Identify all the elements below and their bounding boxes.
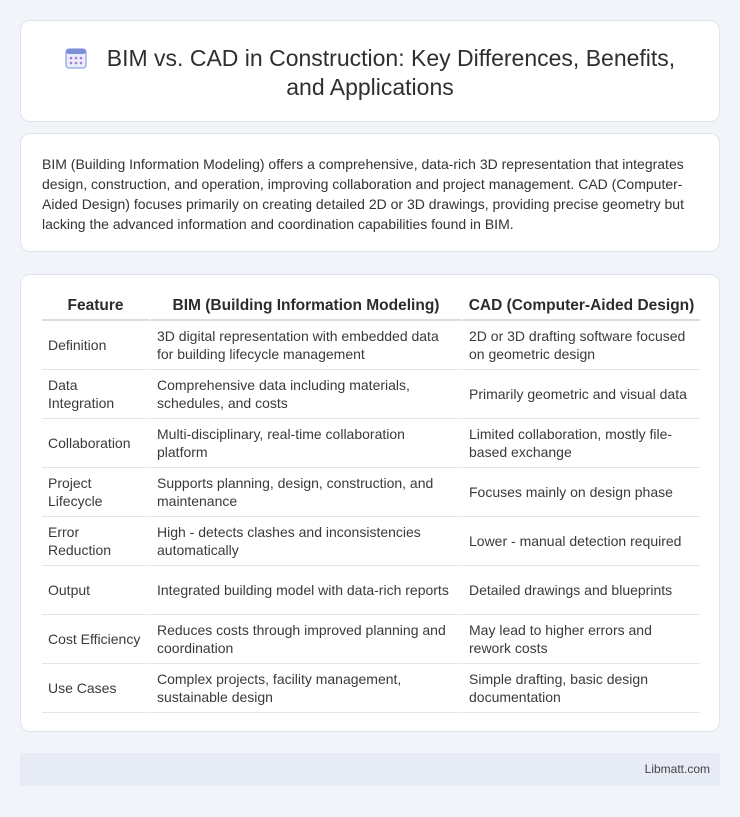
feature-cell: Cost Efficiency — [42, 615, 149, 664]
page-title-container — [21, 44, 719, 102]
cad-cell: Limited collaboration, mostly file-based exchange — [461, 419, 700, 468]
column-header-feature: Feature — [42, 293, 149, 321]
comparison-table-card — [20, 274, 720, 732]
table-row — [42, 321, 700, 370]
table-header-row — [42, 293, 700, 321]
feature-cell: Error Reduction — [42, 517, 149, 566]
title-card — [20, 20, 720, 122]
intro-card — [20, 133, 720, 252]
bim-cell: Comprehensive data including materials, schedules, and costs — [149, 370, 461, 419]
table-row — [42, 419, 700, 468]
feature-cell: Definition — [42, 321, 149, 370]
table-row — [42, 468, 700, 517]
bim-cell: Supports planning, design, construction, and maintenance — [149, 468, 461, 517]
column-header-cad: CAD (Computer-Aided Design) — [461, 293, 700, 321]
cad-cell: Lower - manual detection required — [461, 517, 700, 566]
table-row — [42, 370, 700, 419]
bim-cell: Integrated building model with data-rich reports — [149, 566, 461, 615]
table-row — [42, 566, 700, 615]
bim-cell: 3D digital representation with embedded data for building lifecycle management — [149, 321, 461, 370]
footer-bar — [20, 753, 720, 786]
intro-paragraph: BIM (Building Information Modeling) offers a comprehensive, data-rich 3D representation that integrates design, construction, and operation, improving collaboration and project management. CAD (Computer-Aided Design) focuses primarily on creating detailed 2D or 3D drawings, providing precise geometry but lacking the advanced information and coordination capabilities found in BIM. — [42, 156, 684, 232]
bim-cell: High - detects clashes and inconsistencies automatically — [149, 517, 461, 566]
footer-site-link[interactable]: Libmatt.com — [644, 762, 710, 776]
feature-cell: Collaboration — [42, 419, 149, 468]
bim-cell: Complex projects, facility management, sustainable design — [149, 664, 461, 713]
calendar-grid-icon — [65, 47, 87, 69]
cad-cell: 2D or 3D drafting software focused on geometric design — [461, 321, 700, 370]
cad-cell: May lead to higher errors and rework costs — [461, 615, 700, 664]
page-title: BIM vs. CAD in Construction: Key Differences, Benefits, and Applications — [106, 45, 676, 100]
bim-cell: Reduces costs through improved planning and coordination — [149, 615, 461, 664]
cad-cell: Primarily geometric and visual data — [461, 370, 700, 419]
feature-cell: Output — [42, 566, 149, 615]
table-row — [42, 664, 700, 713]
feature-cell: Use Cases — [42, 664, 149, 713]
cad-cell: Focuses mainly on design phase — [461, 468, 700, 517]
cad-cell: Detailed drawings and blueprints — [461, 566, 700, 615]
table-row — [42, 615, 700, 664]
cad-cell: Simple drafting, basic design documentation — [461, 664, 700, 713]
feature-cell: Project Lifecycle — [42, 468, 149, 517]
comparison-table — [42, 293, 700, 713]
table-row — [42, 517, 700, 566]
column-header-bim: BIM (Building Information Modeling) — [149, 293, 461, 321]
feature-cell: Data Integration — [42, 370, 149, 419]
bim-cell: Multi-disciplinary, real-time collaboration platform — [149, 419, 461, 468]
